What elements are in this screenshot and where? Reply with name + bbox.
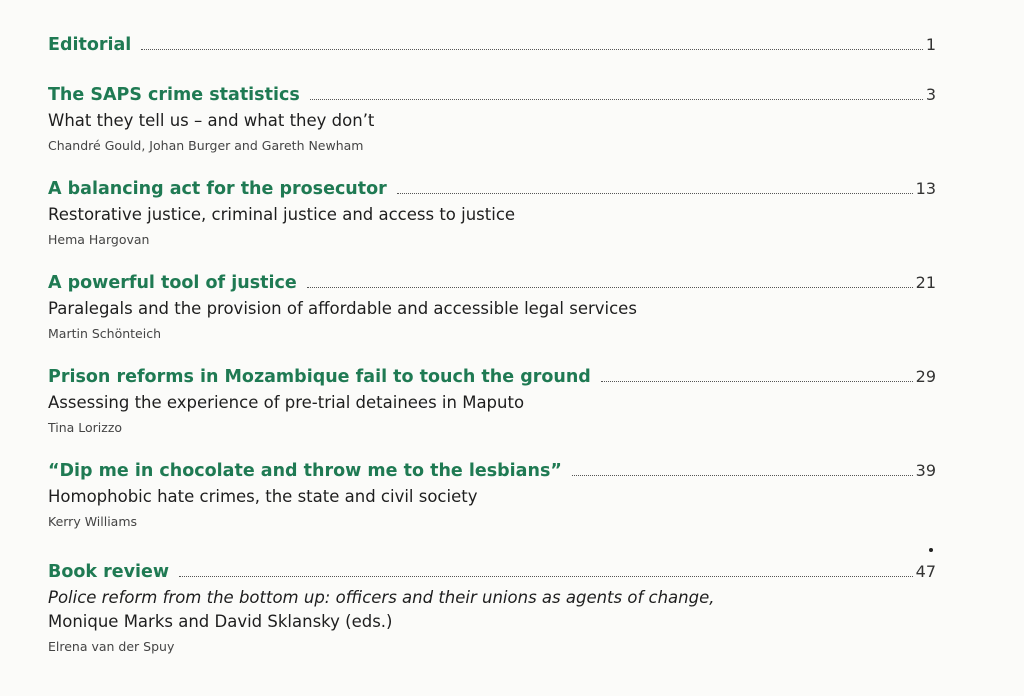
- dot-leader: [572, 474, 913, 476]
- toc-entry-author: Chandré Gould, Johan Burger and Gareth Newham: [48, 138, 364, 153]
- toc-entry-balancing-act[interactable]: [48, 178, 936, 249]
- toc-entry-powerful-tool[interactable]: [48, 272, 936, 343]
- toc-entry-title[interactable]: Book review: [48, 562, 170, 582]
- toc-title-row: [48, 366, 936, 388]
- dot-leader: [601, 380, 913, 382]
- toc-page-number: 3: [925, 85, 936, 104]
- toc-entry-book-review[interactable]: [48, 561, 936, 656]
- stray-dot-mark: [929, 548, 933, 552]
- toc-title-row: [48, 34, 936, 56]
- toc-title-row: [48, 460, 936, 482]
- toc-entry-subtitle: Restorative justice, criminal justice and access to justice: [48, 205, 516, 224]
- toc-entry-subtitle: Homophobic hate crimes, the state and civil society: [48, 487, 478, 506]
- toc-title-row: [48, 178, 936, 200]
- dot-leader: [141, 48, 923, 50]
- dot-leader: [307, 286, 913, 288]
- toc-entry-author: Tina Lorizzo: [48, 420, 123, 435]
- toc-entry-author: Hema Hargovan: [48, 232, 150, 247]
- toc-entry-homophobic-hate-crimes[interactable]: [48, 460, 936, 531]
- toc-entry-subtitle: Police reform from the bottom up: officers and their unions as agents of change,: [48, 588, 715, 607]
- toc-page-number: 47: [915, 562, 936, 581]
- toc-entry-saps-crime-statistics[interactable]: [48, 84, 936, 155]
- toc-entry-author: Kerry Williams: [48, 514, 138, 529]
- toc-title-row: [48, 272, 936, 294]
- toc-page-number: 13: [915, 179, 936, 198]
- dot-leader: [179, 575, 913, 577]
- toc-entry-prison-reforms[interactable]: [48, 366, 936, 437]
- toc-entry-title[interactable]: “Dip me in chocolate and throw me to the lesbians”: [48, 461, 562, 481]
- dot-leader: [310, 98, 923, 100]
- toc-entry-title[interactable]: Prison reforms in Mozambique fail to touch the ground: [48, 367, 591, 387]
- toc-entry-author: Martin Schönteich: [48, 326, 162, 341]
- toc-entry-title[interactable]: The SAPS crime statistics: [48, 85, 300, 105]
- toc-entry-title[interactable]: Editorial: [48, 35, 132, 55]
- toc-title-row: [48, 84, 936, 106]
- toc-entry-title[interactable]: A balancing act for the prosecutor: [48, 179, 387, 199]
- toc-entry-subtitle: Paralegals and the provision of affordable and accessible legal services: [48, 299, 637, 318]
- dot-leader: [397, 192, 913, 194]
- toc-entry-author: Elrena van der Spuy: [48, 639, 175, 654]
- toc-page-number: 39: [915, 461, 936, 480]
- toc-entry-subtitle: Assessing the experience of pre-trial detainees in Maputo: [48, 393, 525, 412]
- toc-entry-title[interactable]: A powerful tool of justice: [48, 273, 297, 293]
- toc-page-number: 1: [925, 35, 936, 54]
- toc-entry-editorial[interactable]: [48, 34, 936, 56]
- toc-entry-subtitle-line-2: Monique Marks and David Sklansky (eds.): [48, 612, 393, 631]
- toc-page-number: 21: [915, 273, 936, 292]
- toc-entry-subtitle: What they tell us – and what they don’t: [48, 111, 375, 130]
- toc-title-row: [48, 561, 936, 583]
- toc-page-number: 29: [915, 367, 936, 386]
